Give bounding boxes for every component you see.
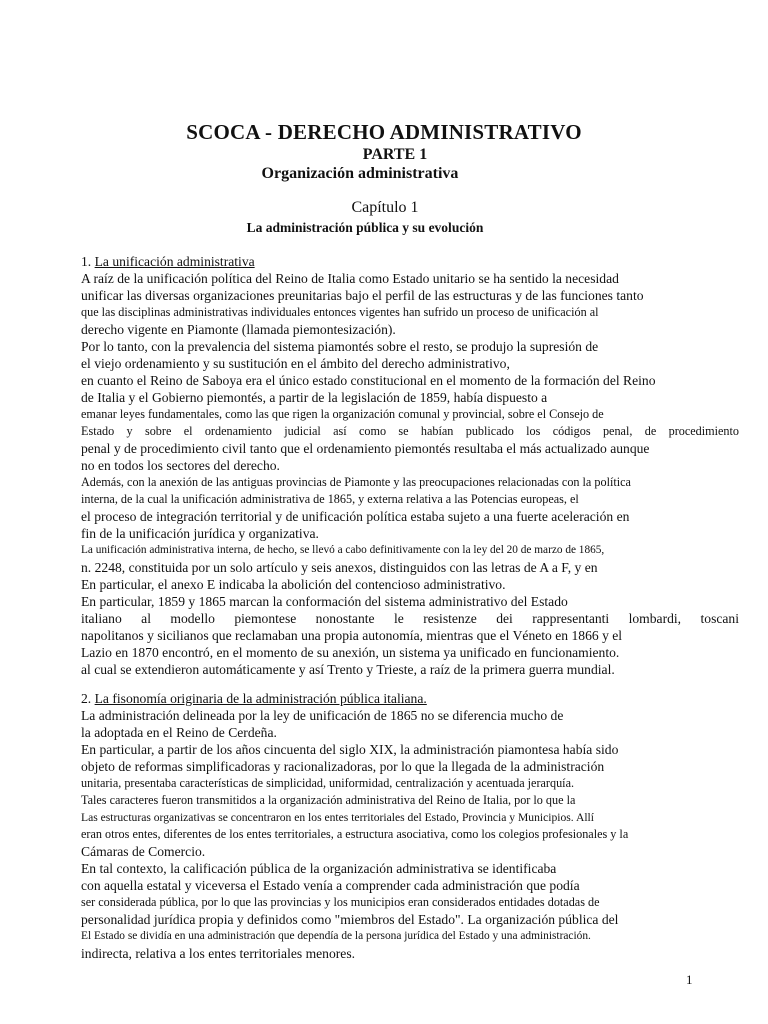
chapter-title: La administración pública y su evolución (246, 220, 484, 235)
body-line: italiano al modello piemontese nonostante le resistenze dei rappresentanti lombardi, toscani (81, 611, 739, 626)
body-line: de Italia y el Gobierno piemontés, a partir de la legislación de 1859, había dispuesto a (81, 390, 548, 405)
body-line: interna, de la cual la unificación administrativa de 1865, y externa relativa a las Potencias europeas, el (81, 492, 579, 506)
body-line: derecho vigente en Piamonte (llamada piemontesización). (81, 322, 396, 337)
body-line: n. 2248, constituida por un solo artículo y seis anexos, distinguidos con las letras de A a F, y en (81, 560, 598, 575)
body-line: en cuanto el Reino de Saboya era el único estado constitucional en el momento de la formación del Reino (81, 373, 656, 388)
body-line: unitaria, presentaba características de simplicidad, uniformidad, centralización y acentuada jerarquía. (81, 776, 575, 790)
body-line: Estado y sobre el ordenamiento judicial así como se habían publicado los códigos penal, de procedimiento (81, 424, 739, 438)
body-line: unificar las diversas organizaciones preunitarias bajo el perfil de las estructuras y de las funciones tanto (81, 288, 644, 303)
chapter-label: Capítulo 1 (351, 199, 419, 216)
page-number: 1 (686, 972, 693, 987)
body-line: eran otros entes, diferentes de los entes territoriales, a estructura asociativa, como los colegios profesionales y la (81, 827, 629, 841)
body-line: que las disciplinas administrativas individuales entonces vigentes han sufrido un proceso de unificación al (81, 305, 599, 319)
body-line: no en todos los sectores del derecho. (81, 458, 280, 473)
body-line: En tal contexto, la calificación pública de la organización administrativa se identificaba (81, 861, 557, 876)
part-label: PARTE 1 (362, 146, 428, 163)
body-line: Las estructuras organizativas se concentraron en los entes territoriales del Estado, Provincia y Municipios. Allí (81, 811, 594, 824)
body-line: Por lo tanto, con la prevalencia del sistema piamontés sobre el resto, se produjo la supresión de (81, 339, 599, 354)
body-line: El Estado se dividía en una administración que dependía de la persona jurídica del Estado y una administración. (81, 930, 591, 942)
body-line: La unificación administrativa interna, de hecho, se llevó a cabo definitivamente con la ley del 20 de marzo de 1865, (81, 544, 605, 556)
body-line: Lazio en 1870 encontró, en el momento de su anexión, un sistema ya unificado en funcionamiento. (81, 645, 620, 660)
body-line: napolitanos y sicilianos que reclamaban una propia autonomía, mientras que el Véneto en 1866 y el (81, 628, 623, 643)
part-title: Organización administrativa (261, 165, 459, 182)
section-number: 1. (81, 254, 92, 269)
body-line: emanar leyes fundamentales, como las que rigen la organización comunal y provincial, sobre el Consejo de (81, 407, 604, 421)
section-heading (81, 253, 255, 270)
body-line: En particular, 1859 y 1865 marcan la conformación del sistema administrativo del Estado (81, 594, 568, 609)
section-heading-text: La fisonomía originaria de la administración pública italiana. (94, 691, 427, 706)
body-line: el viejo ordenamiento y su sustitución en el ámbito del derecho administrativo, (81, 356, 510, 371)
body-line: Tales caracteres fueron transmitidos a la organización administrativa del Reino de Italia, por lo que la (81, 793, 576, 807)
body-line: En particular, el anexo E indicaba la abolición del contencioso administrativo. (81, 577, 506, 592)
body-line: con aquella estatal y viceversa el Estado venía a comprender cada administración que podía (81, 878, 580, 893)
body-line: Además, con la anexión de las antiguas provincias de Piamonte y las preocupaciones relacionadas con la política (81, 475, 631, 489)
body-line: objeto de reformas simplificadoras y racionalizadoras, por lo que la llegada de la administración (81, 759, 605, 774)
body-line: penal y de procedimiento civil tanto que el ordenamiento piemontés resultaba el más actualizado aunque (81, 441, 650, 456)
body-line: ser considerada pública, por lo que las provincias y los municipios eran considerados entidades dotadas de (81, 895, 600, 909)
body-line: En particular, a partir de los años cincuenta del siglo XIX, la administración piamontesa había sido (81, 742, 619, 757)
body-line: indirecta, relativa a los entes territoriales menores. (81, 946, 356, 961)
section-heading (81, 690, 427, 707)
body-line: la adoptada en el Reino de Cerdeña. (81, 725, 277, 740)
body-line: A raíz de la unificación política del Reino de Italia como Estado unitario se ha sentido la necesidad (81, 271, 619, 286)
body-line: fin de la unificación jurídica y organizativa. (81, 526, 319, 541)
section-number: 2. (81, 691, 92, 706)
document-title: SCOCA - DERECHO ADMINISTRATIVO (186, 120, 582, 144)
body-line: personalidad jurídica propia y definidos como "miembros del Estado". La organización pública del (81, 912, 619, 927)
body-line: al cual se extendieron automáticamente y así Trento y Trieste, a raíz de la primera guerra mundial. (81, 662, 615, 677)
body-line: Cámaras de Comercio. (81, 844, 206, 859)
body-line: el proceso de integración territorial y de unificación política estaba sujeto a una fuerte aceleración en (81, 509, 630, 524)
section-heading-text: La unificación administrativa (94, 254, 255, 269)
body-line: La administración delineada por la ley de unificación de 1865 no se diferencia mucho de (81, 708, 564, 723)
